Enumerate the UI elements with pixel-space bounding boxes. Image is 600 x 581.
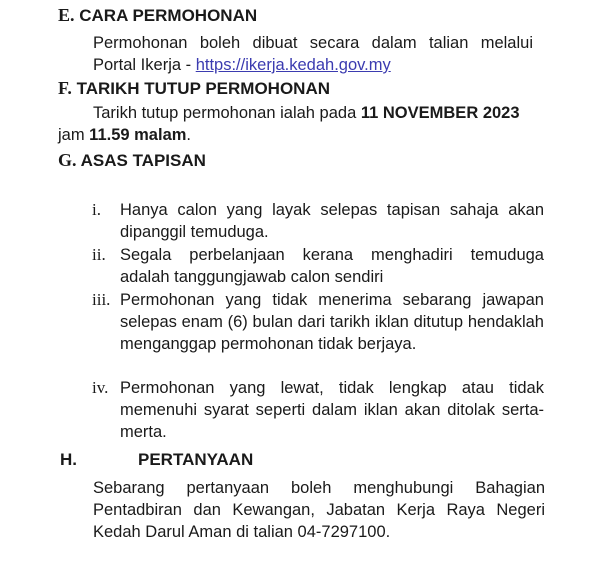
section-e-body: Permohonan boleh dibuat secara dalam talian melalui Portal Ikerja - https://ikerja.kedah.gov.my [93, 34, 533, 74]
section-f-body: Tarikh tutup permohonan ialah pada 11 NOVEMBER 2023 jam 11.59 malam. [58, 104, 520, 144]
list-item: iv. Permohonan yang lewat, tidak lengkap atau tidak memenuhi syarat seperti dalam iklan akan ditolak serta-merta. [92, 378, 544, 441]
section-h-body: Sebarang pertanyaan boleh menghubungi Bahagian Pentadbiran dan Kewangan, Jabatan Kerja Raya Negeri Kedah Darul Aman di talian 04-7297100. [93, 479, 545, 541]
section-g-heading: G. ASAS TAPISAN [58, 150, 206, 170]
section-f-heading: F. TARIKH TUTUP PERMOHONAN [58, 78, 331, 98]
list-item: ii. Segala perbelanjaan kerana menghadiri temuduga adalah tanggungjawab calon sendiri [92, 245, 544, 286]
list-item: iii. Permohonan yang tidak menerima sebarang jawapan selepas enam (6) bulan dari tarikh iklan ditutup hendaklah menganggap permohonan tidak berjaya. [92, 290, 544, 353]
section-e-heading: E. CARA PERMOHONAN [58, 5, 258, 25]
section-h-heading: H. PERTANYAAN [60, 450, 254, 469]
list-item: i. Hanya calon yang layak selepas tapisan sahaja akan dipanggil temuduga. [92, 200, 544, 241]
ikerja-link[interactable]: https://ikerja.kedah.gov.my [195, 56, 391, 74]
